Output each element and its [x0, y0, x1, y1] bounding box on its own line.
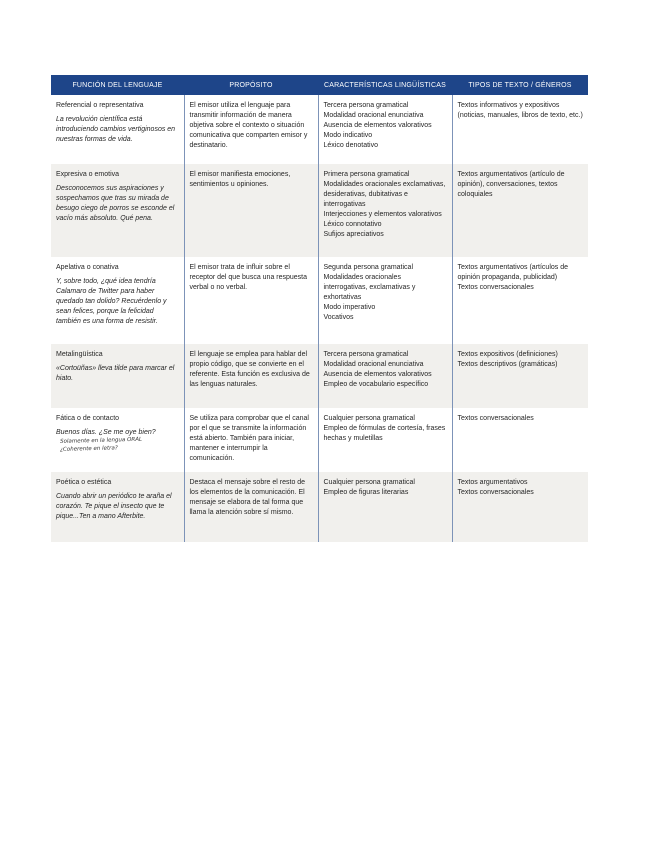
cell-purpose: El emisor utiliza el lenguaje para transmitir información de manera objetiva sobre el contexto o situación comunicativa que comparten emisor y destinatario. — [184, 95, 318, 164]
feature-item: Ausencia de elementos valorativos — [323, 122, 432, 129]
function-name: Fática o de contacto — [56, 415, 120, 422]
cell-function — [51, 164, 184, 257]
feature-item: Modalidad oracional enunciativa — [323, 112, 424, 119]
feature-item: Modalidades oracionales exclamativas, desiderativas, dubitativas e interrogativas — [323, 181, 446, 208]
feature-item: Vocativos — [323, 314, 354, 321]
feature-item: Cualquier persona gramatical — [323, 479, 415, 486]
cell-features — [318, 408, 452, 472]
function-name: Expresiva o emotiva — [56, 171, 120, 178]
table-row — [51, 95, 588, 164]
feature-item: Cualquier persona gramatical — [323, 415, 415, 422]
feature-item: Segunda persona gramatical — [323, 264, 414, 271]
feature-item: Ausencia de elementos valorativos — [323, 371, 432, 378]
text-type-item: Textos conversacionales — [457, 284, 534, 291]
cell-purpose: El lenguaje se emplea para hablar del propio código, que se convierte en el referente. Esta función es exclusiva de las lenguas naturales. — [184, 344, 318, 408]
function-name: Apelativa o conativa — [56, 264, 119, 271]
function-example: Desconocemos sus aspiraciones y sospechamos que tras su mirada de besugo ciego de porros se esconde el vacío más absoluto. Qué pena. — [56, 185, 175, 222]
table-row — [51, 472, 588, 542]
feature-item: Sufijos apreciativos — [323, 231, 384, 238]
feature-item: Modo indicativo — [323, 132, 373, 139]
table-row — [51, 164, 588, 257]
cell-purpose: Destaca el mensaje sobre el resto de los elementos de la comunicación. El mensaje se elabora de tal forma que llama la atención sobre sí mismo. — [184, 472, 318, 542]
feature-item: Modo imperativo — [323, 304, 376, 311]
cell-function — [51, 408, 184, 472]
table-row — [51, 257, 588, 344]
language-functions-table — [51, 75, 588, 542]
text-type-item: Textos expositivos (definiciones) — [457, 351, 558, 358]
feature-item: Empleo de vocabulario específico — [323, 381, 429, 388]
text-type-item: Textos descriptivos (gramáticas) — [457, 361, 558, 368]
feature-item: Empleo de figuras literarias — [323, 489, 409, 496]
cell-function — [51, 344, 184, 408]
header-purpose: PROPÓSITO — [184, 75, 318, 95]
handwritten-note: ¿Coherente en letra? — [59, 445, 118, 453]
function-name: Referencial o representativa — [56, 102, 144, 109]
text-type-item: Textos conversacionales — [457, 489, 534, 496]
feature-item: Modalidades oracionales interrogativas, exclamativas y exhortativas — [323, 274, 416, 301]
cell-function — [51, 257, 184, 344]
cell-purpose: Se utiliza para comprobar que el canal por el que se transmite la información está abierto. También para iniciar, mantener e interrumpir la comunicación. — [184, 408, 318, 472]
cell-function — [51, 472, 184, 542]
feature-item: Léxico connotativo — [323, 221, 382, 228]
feature-item: Empleo de fórmulas de cortesía, frases hechas y muletillas — [323, 425, 446, 442]
text-type-item: Textos argumentativos — [457, 479, 528, 486]
function-example: «Cortoüñas» lleva tilde para marcar el hiato. — [56, 365, 175, 382]
function-example: Buenos días. ¿Se me oye bien? — [56, 429, 156, 436]
header-text-types: TIPOS DE TEXTO / GÉNEROS — [452, 75, 588, 95]
cell-features — [318, 95, 452, 164]
cell-purpose: El emisor manifiesta emociones, sentimientos u opiniones. — [184, 164, 318, 257]
cell-features — [318, 344, 452, 408]
function-example: La revolución científica está introduciendo cambios vertiginosos en nuestras formas de vida. — [56, 116, 176, 143]
feature-item: Primera persona gramatical — [323, 171, 410, 178]
cell-text-types — [452, 344, 588, 408]
text-type-item: Textos argumentativos (artículo de opinión), conversaciones, textos coloquiales — [457, 171, 565, 198]
cell-function — [51, 95, 184, 164]
cell-purpose: El emisor trata de influir sobre el receptor del que busca una respuesta verbal o no verbal. — [184, 257, 318, 344]
feature-item: Tercera persona gramatical — [323, 351, 409, 358]
cell-text-types — [452, 164, 588, 257]
feature-item: Modalidad oracional enunciativa — [323, 361, 424, 368]
cell-text-types — [452, 95, 588, 164]
function-name: Poética o estética — [56, 479, 112, 486]
cell-features — [318, 257, 452, 344]
function-example: Cuando abrir un periódico te araña el corazón. Te pique el insecto que te pique...Ten a mano Afterbite. — [56, 493, 172, 520]
cell-text-types — [452, 257, 588, 344]
text-type-item: Textos informativos y expositivos (noticias, manuales, libros de texto, etc.) — [457, 102, 583, 119]
function-example: Y, sobre todo, ¿qué idea tendría Calamaro de Twitter para haber quedado tan dolido? Recuérdenlo y sean felices, porque la felicidad también es una forma de resistir. — [56, 278, 167, 325]
table-header-row — [51, 75, 588, 95]
function-name: Metalingüística — [56, 351, 103, 358]
header-function: FUNCIÓN DEL LENGUAJE — [51, 75, 184, 95]
cell-text-types — [452, 472, 588, 542]
cell-features — [318, 164, 452, 257]
table-row — [51, 344, 588, 408]
feature-item: Interjecciones y elementos valorativos — [323, 211, 442, 218]
feature-item: Tercera persona gramatical — [323, 102, 409, 109]
text-type-item: Textos conversacionales — [457, 415, 534, 422]
feature-item: Léxico denotativo — [323, 142, 378, 149]
header-features: CARACTERÍSTICAS LINGÜÍSTICAS — [318, 75, 452, 95]
handwritten-note: Solamente en la lengua ORAL — [59, 436, 143, 445]
cell-features — [318, 472, 452, 542]
cell-text-types — [452, 408, 588, 472]
table-row — [51, 408, 588, 472]
text-type-item: Textos argumentativos (artículos de opinión propaganda, publicidad) — [457, 264, 568, 281]
